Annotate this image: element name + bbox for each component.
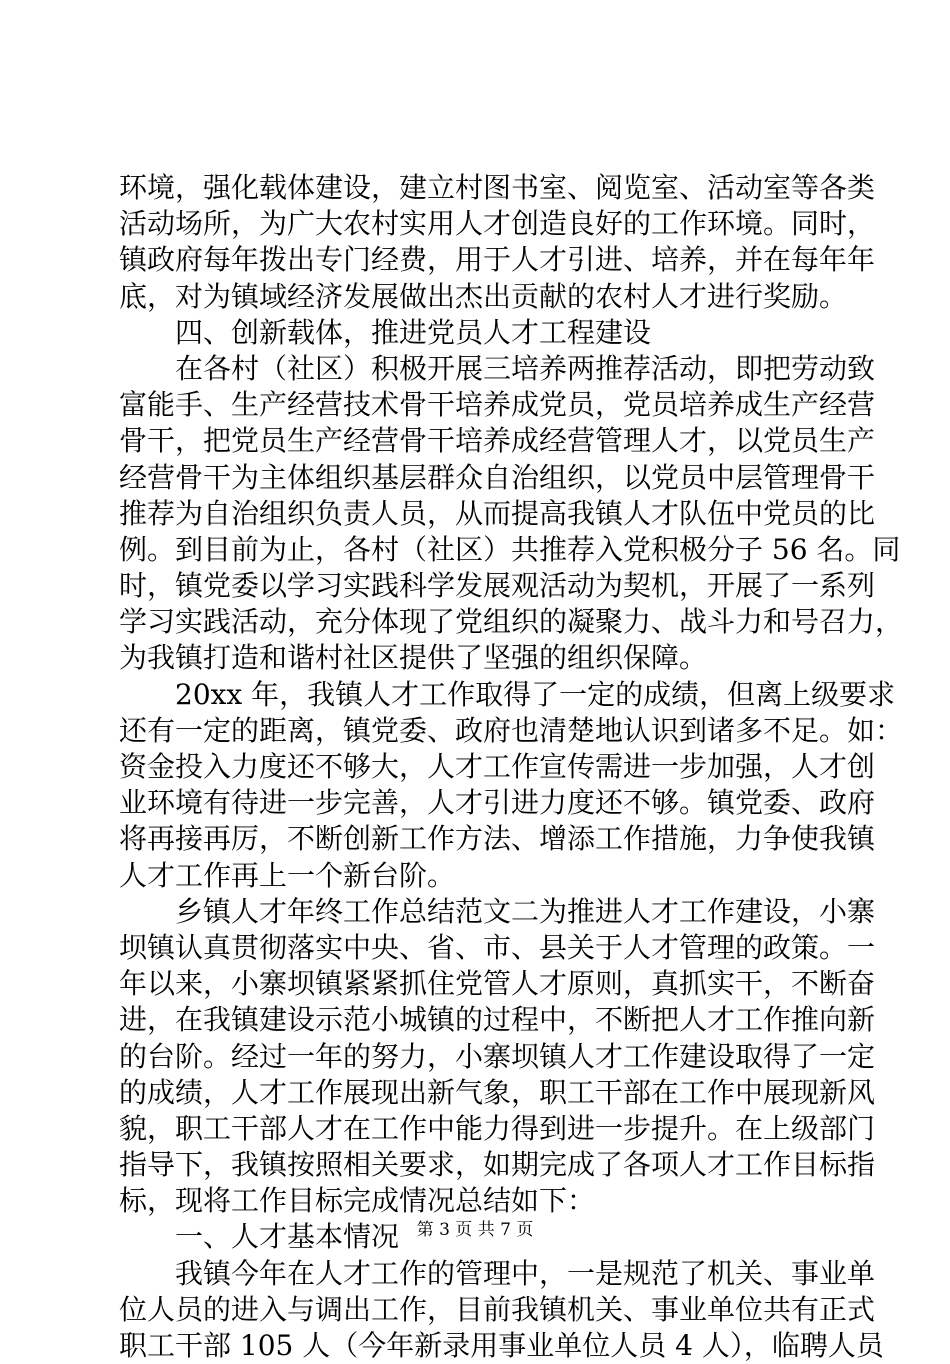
- text-line: 镇政府每年拨出专门经费，用于人才引进、培养，并在每年年: [119, 243, 876, 277]
- text-line: 环境，强化载体建设，建立村图书室、阅览室、活动室等各类: [119, 171, 876, 204]
- text-line: 进，在我镇建设示范小城镇的过程中，不断把人才工作推向新: [119, 1003, 876, 1037]
- text-line: 我镇今年在人才工作的管理中，一是规范了机关、事业单: [119, 1256, 876, 1290]
- text-line: 一、人才基本情况: [119, 1220, 400, 1254]
- text-line: 还有一定的距离，镇党委、政府也清楚地认识到诸多不足。如：: [119, 713, 904, 747]
- text-line: 富能手、生产经营技术骨干培养成党员，党员培养成生产经营: [119, 388, 876, 422]
- text-line: 为我镇打造和谐村社区提供了坚强的组织保障。: [119, 641, 708, 675]
- text-line: 学习实践活动，充分体现了党组织的凝聚力、战斗力和号召力，: [119, 605, 904, 639]
- text-line: 例。到目前为止，各村（社区）共推荐入党积极分子 56 名。同: [119, 532, 901, 566]
- text-line: 将再接再厉，不断创新工作方法、增添工作措施，力争使我镇: [119, 822, 876, 856]
- text-line: 职工干部 105 人（今年新录用事业单位人员 4 人），临聘人员: [119, 1329, 884, 1362]
- text-line: 经营骨干为主体组织基层群众自治组织，以党员中层管理骨干: [119, 460, 876, 494]
- page-footer: 第 3 页 共 7 页: [416, 1220, 534, 1240]
- text-line: 指导下，我镇按照相关要求，如期完成了各项人才工作目标指: [119, 1148, 876, 1182]
- text-line: 年以来，小寨坝镇紧紧抓住党管人才原则，真抓实干，不断奋: [119, 967, 876, 1001]
- text-line: 时，镇党委以学习实践科学发展观活动为契机，开展了一系列: [119, 569, 876, 603]
- text-line: 活动场所，为广大农村实用人才创造良好的工作环境。同时，: [119, 207, 876, 241]
- text-line: 坝镇认真贯彻落实中央、省、市、县关于人才管理的政策。一: [119, 930, 876, 964]
- text-line: 貌，职工干部人才在工作中能力得到进一步提升。在上级部门: [119, 1111, 876, 1145]
- text-line: 乡镇人才年终工作总结范文二为推进人才工作建设，小寨: [119, 894, 876, 928]
- text-line: 的成绩，人才工作展现出新气象，职工干部在工作中展现新风: [119, 1075, 876, 1109]
- text-line: 骨干，把党员生产经营骨干培养成经营管理人才，以党员生产: [119, 424, 876, 458]
- text-line: 四、创新载体，推进党员人才工程建设: [119, 315, 652, 349]
- text-line: 在各村（社区）积极开展三培养两推荐活动，即把劳动致: [119, 351, 876, 385]
- text-line: 20xx 年，我镇人才工作取得了一定的成绩，但离上级要求: [119, 677, 896, 711]
- text-line: 业环境有待进一步完善，人才引进力度还不够。镇党委、政府: [119, 786, 876, 820]
- text-line: 推荐为自治组织负责人员，从而提高我镇人才队伍中党员的比: [119, 496, 876, 530]
- text-line: 的台阶。经过一年的努力，小寨坝镇人才工作建设取得了一定: [119, 1039, 876, 1073]
- text-line: 人才工作再上一个新台阶。: [119, 858, 456, 892]
- body-text: [119, 170, 904, 1364]
- text-line: 资金投入力度还不够大，人才工作宣传需进一步加强，人才创: [119, 750, 876, 783]
- text-line: 标，现将工作目标完成情况总结如下：: [119, 1184, 596, 1218]
- text-line: 底，对为镇域经济发展做出杰出贡献的农村人才进行奖励。: [119, 279, 848, 313]
- text-line: 位人员的进入与调出工作，目前我镇机关、事业单位共有正式: [119, 1292, 876, 1326]
